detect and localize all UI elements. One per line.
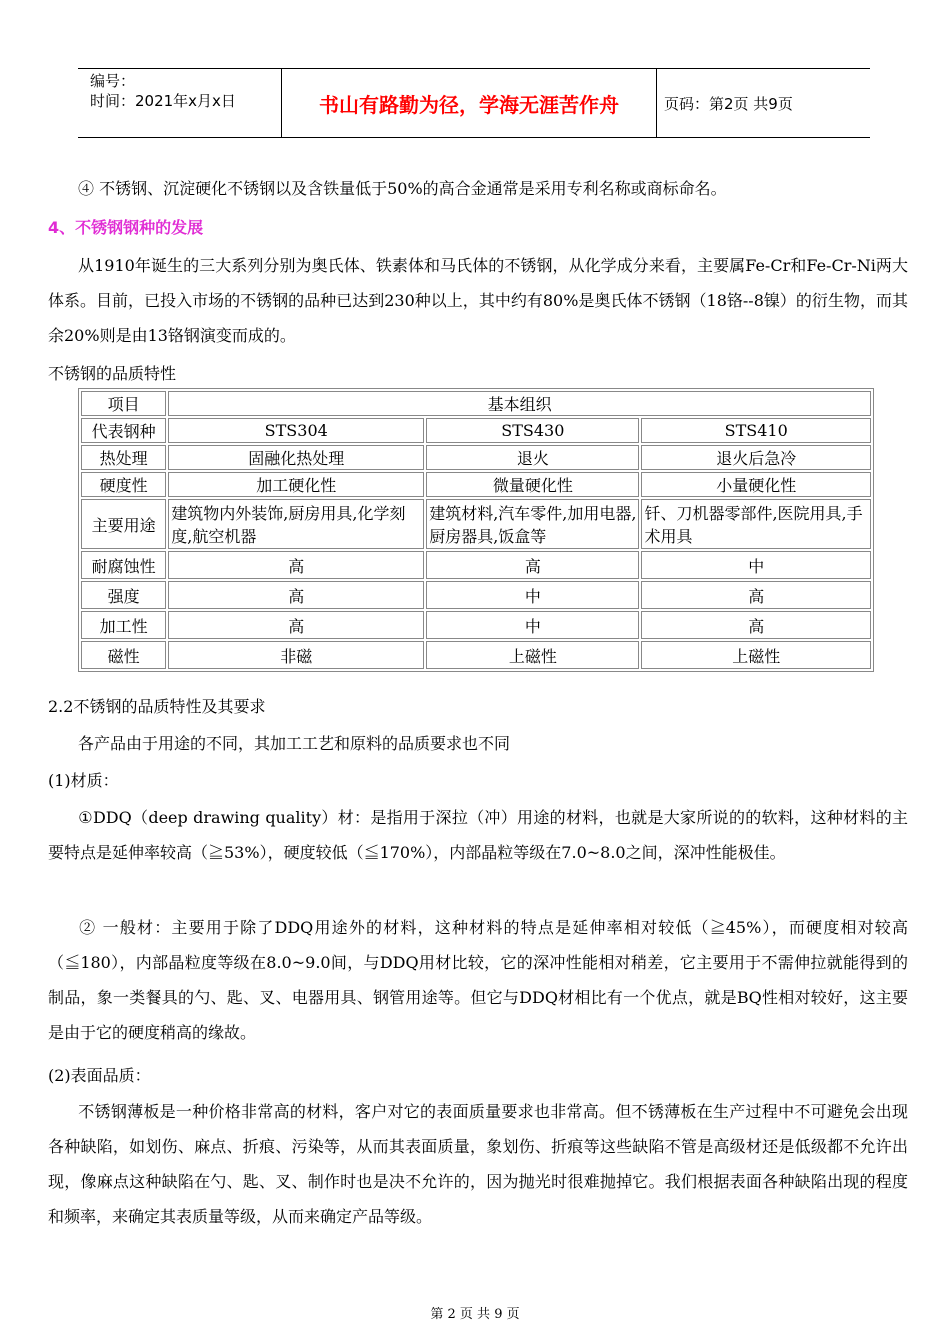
- material-label: (1)材质：: [48, 771, 119, 790]
- row-label: 磁性: [81, 641, 166, 669]
- cell: 中: [641, 551, 871, 579]
- table-row: [81, 499, 871, 549]
- cell: 建筑材料,汽车零件,加用电器,厨房器具,饭盒等: [426, 499, 639, 549]
- cell: 加工硬化性: [168, 472, 424, 497]
- intro-text: 各产品由于用途的不同，其加工工艺和原料的品质要求也不同: [78, 734, 511, 753]
- cell: 中: [426, 581, 639, 609]
- date-label: 时间：2021年x月x日: [90, 92, 236, 110]
- row-label: 代表钢种: [81, 418, 166, 443]
- row-label: 强度: [81, 581, 166, 609]
- table-row: [81, 551, 871, 579]
- sub-heading: 2.2不锈钢的品质特性及其要求: [48, 697, 266, 716]
- page-header: [78, 68, 870, 138]
- row-label: 加工性: [81, 611, 166, 639]
- cell: 中: [426, 611, 639, 639]
- ddq-text: ①DDQ（deep drawing quality）材：是指用于深拉（冲）用途的材料，也就是大家所说的的软料，这种材料的主要特点是延伸率较高（≧53%），硬度较低（≦170%），内部晶粒等级在7.0~8.0之间，深冲性能极佳。: [48, 808, 908, 862]
- table-header-row: [81, 391, 871, 416]
- general-material-text: ② 一般材：主要用于除了DDQ用途外的材料，这种材料的特点是延伸率相对较低（≧45%），而硬度相对较高（≦180），内部晶粒度等级在8.0~9.0间，与DDQ用材比较，它的深冲性能相对稍差，它主要用于不需伸拉就能得到的制品，象一类餐具的勺、匙、叉、电器用具、钢管用途等。但它与DDQ材相比有一个优点，就是BQ性相对较好，这主要是由于它的硬度稍高的缘故。: [48, 918, 908, 1042]
- table-row: [81, 418, 871, 443]
- header-page-info: 页码：第2页 共9页: [664, 94, 793, 113]
- item-4-text: ④ 不锈钢、沉淀硬化不锈钢以及含铁量低于50%的高合金通常是采用专利名称或商标命名。: [78, 179, 727, 198]
- header-motto: 书山有路勤为径，学海无涯苦作舟: [282, 69, 657, 137]
- cell: 高: [168, 581, 424, 609]
- cell: 高: [426, 551, 639, 579]
- cell: 钎、刀机器零部件,医院用具,手术用具: [641, 499, 871, 549]
- cell: 退火后急冷: [641, 445, 871, 470]
- cell: 固融化热处理: [168, 445, 424, 470]
- table-row: [81, 611, 871, 639]
- section-heading: 4、不锈钢钢种的发展: [48, 218, 204, 237]
- cell: 上磁性: [426, 641, 639, 669]
- cell: 建筑物内外装饰,厨房用具,化学刻度,航空机器: [168, 499, 424, 549]
- cell: 高: [168, 551, 424, 579]
- cell: 退火: [426, 445, 639, 470]
- table-caption: 不锈钢的品质特性: [48, 364, 177, 383]
- number-label: 编号：: [90, 72, 136, 90]
- row-label: 硬度性: [81, 472, 166, 497]
- table-head-item: 项目: [81, 391, 166, 416]
- ddq-paragraph: [48, 800, 908, 870]
- cell: 非磁: [168, 641, 424, 669]
- table-row: [81, 581, 871, 609]
- cell: 高: [641, 611, 871, 639]
- cell: 高: [641, 581, 871, 609]
- cell: STS430: [426, 418, 639, 443]
- cell: 微量硬化性: [426, 472, 639, 497]
- cell: STS304: [168, 418, 424, 443]
- surface-label: (2)表面品质：: [48, 1066, 151, 1085]
- table-row: [81, 641, 871, 669]
- page-footer: 第 2 页 共 9 页: [430, 1307, 520, 1322]
- cell: 小量硬化性: [641, 472, 871, 497]
- header-meta: [78, 69, 282, 137]
- table-head-group: 基本组织: [168, 391, 871, 416]
- row-label: 热处理: [81, 445, 166, 470]
- surface-text: 不锈钢薄板是一种价格非常高的材料，客户对它的表面质量要求也非常高。但不锈薄板在生产过程中不可避免会出现各种缺陷，如划伤、麻点、折痕、污染等，从而其表面质量，象划伤、折痕等这些缺陷不管是高级材还是低级都不允许出现，像麻点这种缺陷在勺、匙、叉、制作时也是决不允许的，因为抛光时很难抛掉它。我们根据表面各种缺陷出现的程度和频率，来确定其表质量等级，从而来确定产品等级。: [48, 1102, 908, 1226]
- cell: 上磁性: [641, 641, 871, 669]
- development-paragraph: [48, 248, 908, 353]
- table-row: [81, 472, 871, 497]
- row-label: 主要用途: [81, 499, 166, 549]
- surface-paragraph: [48, 1094, 908, 1234]
- general-material-paragraph: [48, 910, 908, 1050]
- row-label: 耐腐蚀性: [81, 551, 166, 579]
- cell: STS410: [641, 418, 871, 443]
- cell: 高: [168, 611, 424, 639]
- quality-table: [78, 388, 874, 672]
- development-text: 从1910年诞生的三大系列分别为奥氏体、铁素体和马氏体的不锈钢，从化学成分来看，主要属Fe-Cr和Fe-Cr-Ni两大体系。目前，已投入市场的不锈钢的品种已达到230种以上，其中约有80%是奥氏体不锈钢（18铬--8镍）的衍生物，而其余20%则是由13铬钢演变而成的。: [48, 256, 908, 345]
- table-row: [81, 445, 871, 470]
